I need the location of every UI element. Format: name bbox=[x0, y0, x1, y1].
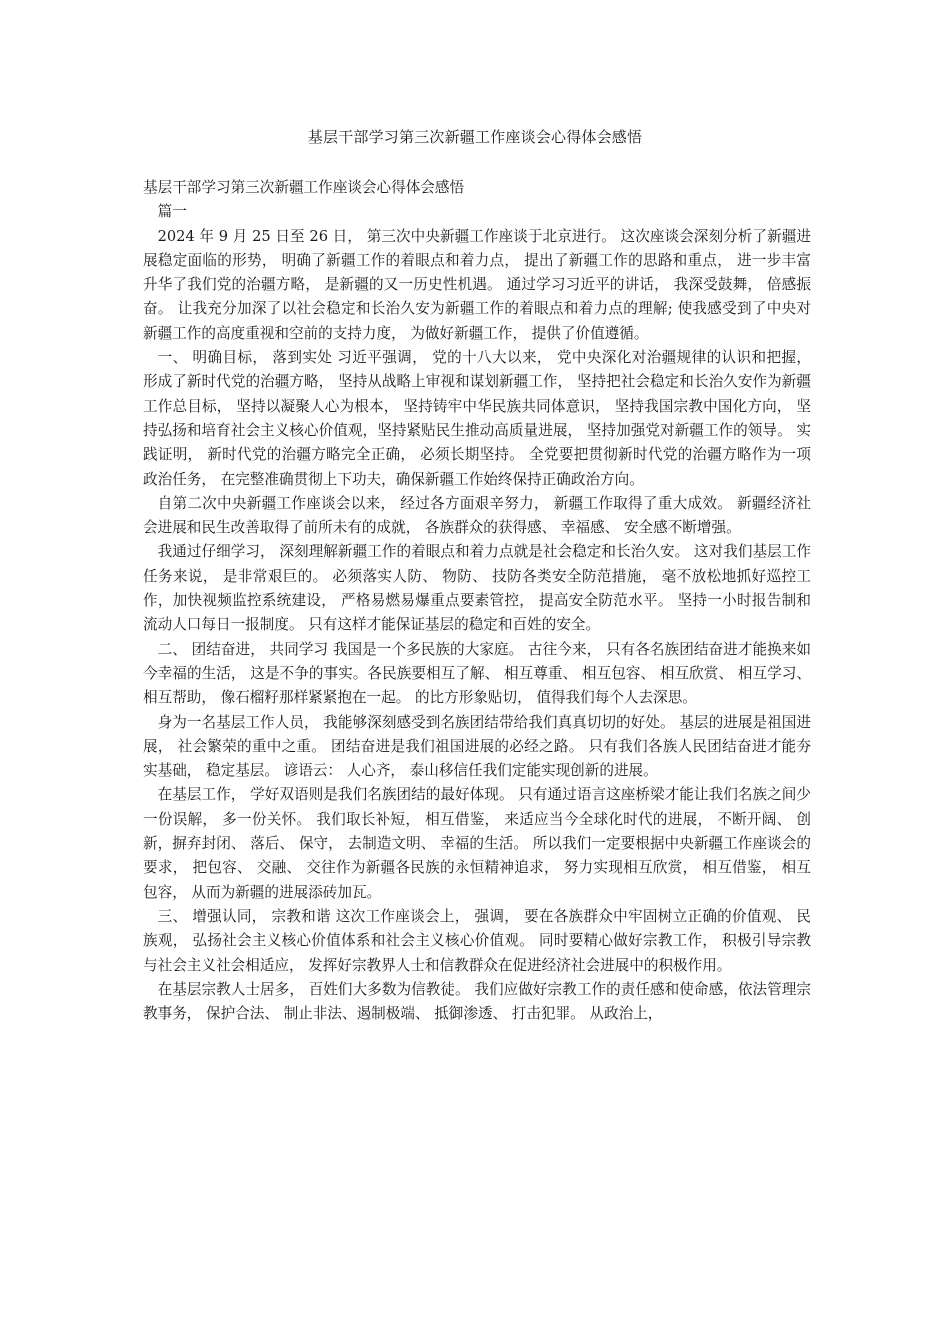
paragraph-8: 三、 增强认同， 宗教和谐 这次工作座谈会上， 强调， 要在各族群众中牢固树立正确的价值观、 民族观， 弘扬社会主义核心价值体系和社会主义核心价值观。 同时要精心做好宗教工作， 积极引导宗教与社会主义社会相适应， 发挥好宗教界人士和信教群众在促进经济社会进展中的积极作用。 bbox=[143, 907, 811, 974]
paragraph-6: 身为一名基层工作人员， 我能够深刻感受到名族团结带给我们真真切切的好处。 基层的进展是祖国进展， 社会繁荣的重中之重。 团结奋进是我们祖国进展的必经之路。 只有我们各族人民团结奋进才能夯实基础， 稳定基层。 谚语云： 人心齐， 泰山移信任我们定能实现创新的进展。 bbox=[143, 713, 811, 780]
paragraph-7: 在基层工作， 学好双语则是我们名族团结的最好体现。 只有通过语言这座桥梁才能让我们名族之间少一份误解， 多一份关怀。 我们取长补短， 相互借鉴， 来适应当今全球化时代的进展， 不断开阔、 创新，摒弃封闭、 落后、 保守， 去制造文明、 幸福的生活。 所以我们一定要根据中央新疆工作座谈会的要求， 把包容、 交融、 交往作为新疆各民族的永恒精神追求， 努力实现相互欣赏， 相互借鉴， 相互包容， 从而为新疆的进展添砖加瓦。 bbox=[143, 786, 811, 901]
paragraph-5: 二、 团结奋进， 共同学习 我国是一个多民族的大家庭。 古往今来， 只有各名族团结奋进才能换来如今幸福的生活， 这是不争的事实。各民族要相互了解、 相互尊重、 相互包容、 相互欣赏、 相互学习、 相互帮助， 像石榴籽那样紧紧抱在一起。 的比方形象贴切， 值得我们每个人去深思。 bbox=[143, 640, 816, 707]
paragraph-9: 在基层宗教人士居多， 百姓们大多数为信教徒。 我们应做好宗教工作的责任感和使命感，依法管理宗教事务， 保护合法、 制止非法、遏制极端、 抵御渗透、 打击犯罪。 从政治上， bbox=[143, 980, 811, 1023]
document-body bbox=[143, 176, 816, 1026]
document-title: 基层干部学习第三次新疆工作座谈会心得体会感悟 bbox=[307, 128, 643, 146]
paragraph-1: 2024 年 9 月 25 日至 26 日， 第三次中央新疆工作座谈于北京进行。 这次座谈会深刻分析了新疆进展稳定面临的形势， 明确了新疆工作的着眼点和着力点， 提出了新疆工作的思路和重点， 进一步丰富升华了我们党的治疆方略， 是新疆的又一历史性机遇。 通过学习习近平的讲话， 我深受鼓舞， 倍感振奋。 让我充分加深了以社会稳定和长治久安为新疆工作的着眼点和着力点的理解; 使我感受到了中央对新疆工作的高度重视和空前的支持力度， 为做好新疆工作， 提供了价值遵循。 bbox=[143, 227, 811, 342]
paragraph-2: 一、 明确目标， 落到实处 习近平强调， 党的十八大以来， 党中央深化对治疆规律的认识和把握， 形成了新时代党的治疆方略， 坚持从战略上审视和谋划新疆工作， 坚持把社会稳定和长治久安作为新疆工作总目标， 坚持以凝聚人心为根本， 坚持铸牢中华民族共同体意识， 坚持我国宗教中国化方向， 坚持弘扬和培育社会主义核心价值观，坚持紧贴民生推动高质量进展， 坚持加强党对新疆工作的领导。 实践证明， 新时代党的治疆方略完全正确， 必须长期坚持。 全党要把贯彻新时代党的治疆方略作为一项政治任务， 在完整准确贯彻上下功夫，确保新疆工作始终保持正确政治方向。 bbox=[143, 349, 816, 488]
section-label: 篇一 bbox=[157, 203, 187, 221]
document-subtitle: 基层干部学习第三次新疆工作座谈会心得体会感悟 bbox=[143, 179, 465, 196]
paragraph-4: 我通过仔细学习， 深刻理解新疆工作的着眼点和着力点就是社会稳定和长治久安。 这对我们基层工作任务来说， 是非常艰巨的。 必须落实人防、 物防、 技防各类安全防范措施， 毫不放松地抓好巡控工作，加快视频监控系统建设， 严格易燃易爆重点要素管控， 提高安全防范水平。 坚持一小时报告制和流动人口每日一报制度。 只有这样才能保证基层的稳定和百姓的安全。 bbox=[143, 543, 811, 634]
paragraph-3: 自第二次中央新疆工作座谈会以来， 经过各方面艰辛努力， 新疆工作取得了重大成效。 新疆经济社会进展和民生改善取得了前所未有的成就， 各族群众的获得感、 幸福感、 安全感不断增强。 bbox=[143, 494, 811, 537]
